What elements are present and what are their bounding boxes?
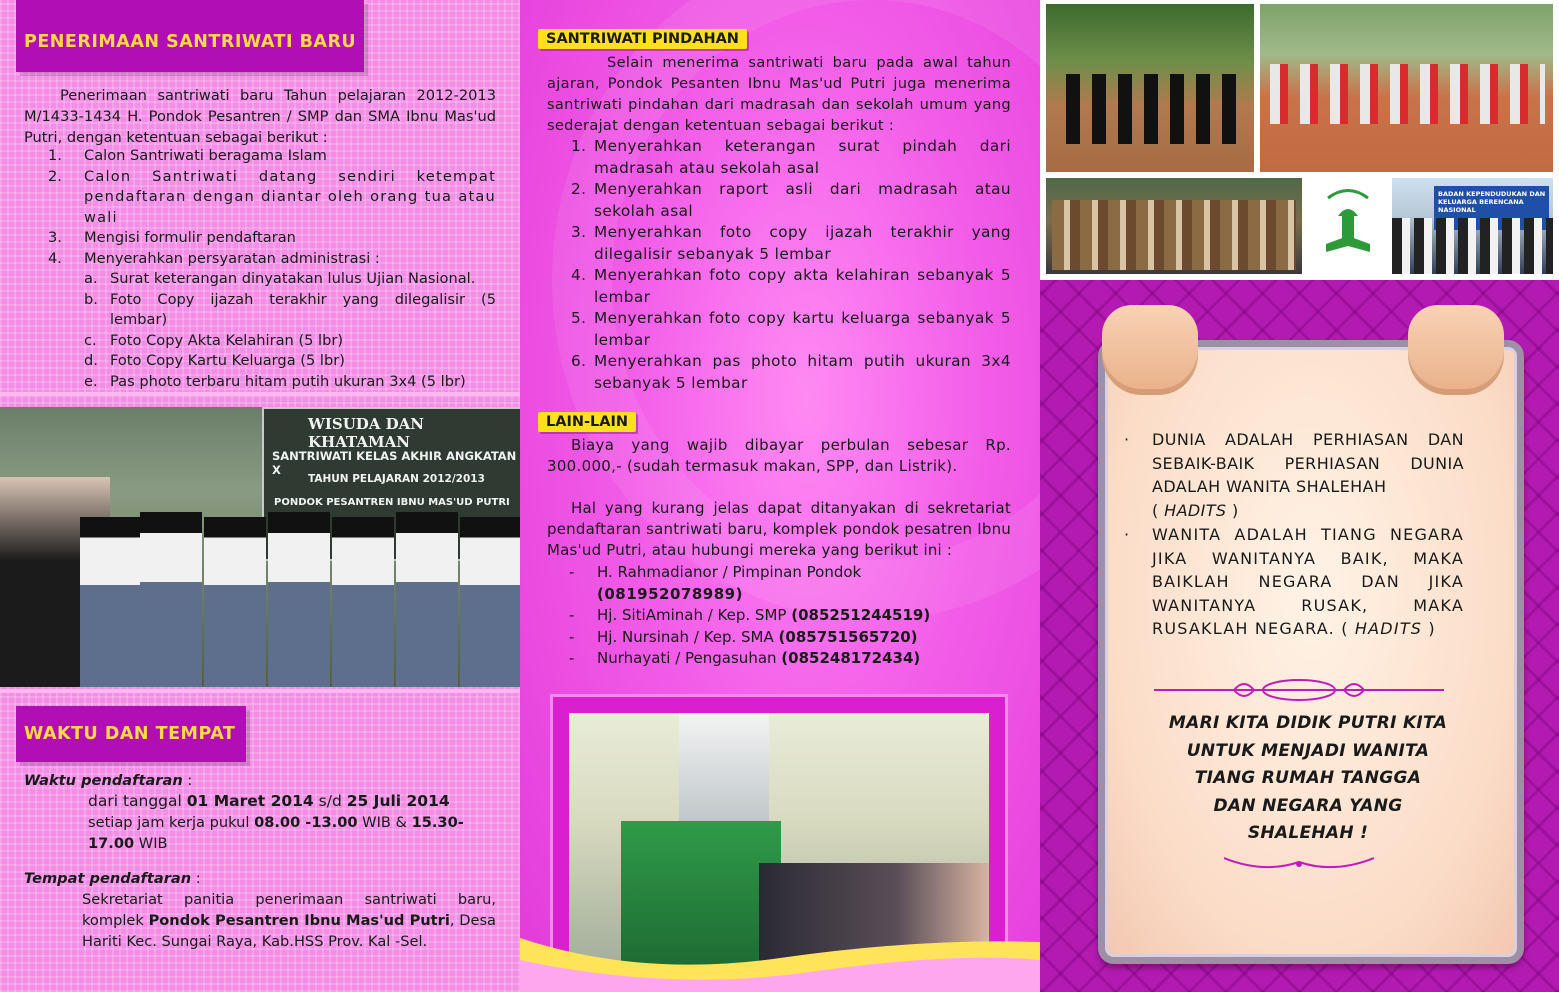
contacts-list <box>547 562 1017 670</box>
silat-photo <box>1046 4 1254 172</box>
middle-panel <box>520 0 1040 992</box>
paren: ( <box>1334 619 1355 638</box>
sub-requirements-list <box>24 269 496 392</box>
item-number: 2. <box>48 167 62 185</box>
item-number: 1. <box>571 137 587 155</box>
start-date: 01 Maret 2014 <box>186 792 314 810</box>
waktu-label: Waktu pendaftaran <box>24 772 183 789</box>
contact-item <box>547 627 1017 649</box>
sub-item-text: Foto Copy Kartu Keluarga (5 lbr) <box>110 352 345 369</box>
sub-item-letter: a. <box>84 270 98 287</box>
hadits-text: DUNIA ADALAH PERHIASAN DAN SEBAIK-BAIK PERHIASAN DUNIA ADALAH WANITA SHALEHAH <box>1152 430 1464 496</box>
pramuka-photo <box>1046 178 1302 274</box>
bullet: · <box>1124 525 1130 544</box>
text: dari tanggal <box>88 792 187 810</box>
hadits-source: HADITS <box>1164 500 1227 520</box>
sign-line: NASIONAL <box>1438 206 1476 214</box>
item-number: 1. <box>48 147 62 164</box>
slogan-line: MARI KITA DIDIK PUTRI KITA <box>1168 713 1448 733</box>
photo-collage <box>1040 0 1559 280</box>
item-text: Menyerahkan raport asli dari madrasah atau sekolah asal <box>594 180 1011 220</box>
lain-heading: LAIN-LAIN <box>538 412 636 432</box>
mosque-logo-icon <box>1308 178 1388 274</box>
school-logo <box>1308 178 1388 274</box>
divider <box>0 689 520 693</box>
hours-afternoon: 15.30-17.00 <box>88 814 464 852</box>
contact-item <box>547 562 1017 605</box>
slogan-line: UNTUK MENJADI WANITA <box>1186 740 1430 761</box>
sign-line: KELUARGA BERENCANA <box>1438 198 1524 206</box>
item-number: 3. <box>48 229 62 246</box>
contact-phone: (085251244519) <box>791 606 931 624</box>
right-hand-decoration <box>1408 305 1504 395</box>
colon: : <box>182 772 193 789</box>
item-text: Calon Santriwati beragama Islam <box>84 147 327 164</box>
contact-item <box>547 605 1017 627</box>
list-item <box>24 249 496 270</box>
text: setiap jam kerja pukul <box>88 814 255 831</box>
item-number: 5. <box>571 309 587 327</box>
sub-item-text: Surat keterangan dinyatakan lulus Ujian Nasional. <box>110 270 476 287</box>
list-item <box>547 351 1011 394</box>
sub-item <box>84 290 496 331</box>
slogan-line: TIANG RUMAH TANGGA <box>1194 768 1422 788</box>
bottom-wave-decoration <box>520 930 1040 992</box>
tempat-text <box>24 889 496 952</box>
bottom-ornament-icon <box>1224 850 1374 876</box>
list-item <box>547 308 1011 351</box>
sub-item-letter: d. <box>84 352 98 369</box>
paren: ( <box>1152 500 1165 520</box>
biaya-text: Biaya yang wajib dibayar perbulan sebesar Rp. 300.000,- (sudah termasuk makan, SPP, dan Listrik). <box>547 436 1011 475</box>
pondok-name: Pondok Pesantren Ibnu Mas'ud Putri <box>148 912 450 929</box>
text: s/d <box>313 792 347 810</box>
contact-name: Nurhayati / Pengasuhan <box>597 649 782 667</box>
pindahan-heading: SANTRIWATI PINDAHAN <box>538 29 747 49</box>
banner-line: PONDOK PESANTREN IBNU MAS'UD PUTRI <box>274 497 510 508</box>
waktu-hours <box>24 812 498 854</box>
drumband-photo <box>1260 4 1553 172</box>
item-text: Menyerahkan foto copy ijazah terakhir yang dilegalisir sebanyak 5 lembar <box>594 223 1011 263</box>
students-group <box>70 517 520 687</box>
slogan-line: SHALEHAH ! <box>1247 823 1369 843</box>
sub-item-text: Foto Copy Akta Kelahiran (5 lbr) <box>110 331 344 349</box>
list-item <box>547 179 1011 222</box>
sub-item-letter: e. <box>84 372 98 390</box>
contact-name: H. Rahmadianor / Pimpinan Pondok <box>597 563 862 581</box>
banner-line: WISUDA DAN KHATAMAN <box>308 415 425 451</box>
wisuda-photo <box>0 407 520 687</box>
sub-item-text: Pas photo terbaru hitam putih ukuran 3x4 (5 lbr) <box>110 372 466 390</box>
paren: ) <box>1422 619 1436 638</box>
banner-line: SANTRIWATI KELAS AKHIR ANGKATAN X <box>272 449 517 477</box>
slogan-line: DAN NEGARA YANG <box>1213 795 1403 816</box>
hadits-1 <box>1124 428 1464 522</box>
sub-item-letter: c. <box>84 331 97 349</box>
text: , Desa Hariti Kec. Sungai Raya, Kab.HSS Prov. Kal -Sel. <box>82 912 497 950</box>
pindahan-list <box>547 136 1011 394</box>
sub-item <box>84 372 496 393</box>
bkkbn-photo <box>1392 178 1553 274</box>
list-item <box>24 146 496 167</box>
sign-line: BADAN KEPENDUDUKAN DAN <box>1438 190 1546 198</box>
hadits-text: WANITA ADALAH TIANG NEGARA JIKA WANITANYA BAIK, MAKA BAIKLAH NEGARA DAN JIKA WANITANYA RUSAK, MAKA RUSAKLAH NEGARA. <box>1152 525 1464 638</box>
banner-line: TAHUN PELAJARAN 2012/2013 <box>308 473 485 485</box>
pindahan-intro: Selain menerima santriwati baru pada awal tahun ajaran, Pondok Pesanten Ibnu Mas'ud Putri juga menerima santriwati pindahan dari madrasah dan sekolah umum yang sederajat dengan ketentuan sebagai berikut : <box>547 54 1011 134</box>
item-number: 4. <box>48 249 62 267</box>
ornament-divider-icon <box>1154 674 1444 706</box>
dash: - <box>569 563 575 581</box>
item-number: 4. <box>571 266 587 284</box>
text: WIB <box>134 835 168 852</box>
item-text: Menyerahkan persyaratan administrasi : <box>84 249 380 267</box>
waktu-label-line <box>24 770 504 791</box>
waktu-heading-box <box>16 706 246 762</box>
sub-item <box>84 351 496 372</box>
dash: - <box>569 627 575 646</box>
text: Sekretariat panitia penerimaan santriwati baru, komplek <box>82 891 496 929</box>
colon: : <box>191 870 201 887</box>
list-item <box>547 136 1011 179</box>
waktu-section <box>24 770 504 952</box>
contact-item <box>547 648 1017 670</box>
penerimaan-heading: PENERIMAAN SANTRIWATI BARU <box>24 32 357 52</box>
left-hand-decoration <box>1102 305 1198 395</box>
left-panel <box>0 0 520 992</box>
contact-phone: (085751565720) <box>778 627 918 646</box>
end-date: 25 Juli 2014 <box>346 792 450 810</box>
penerimaan-intro: Penerimaan santriwati baru Tahun pelajaran 2012-2013 M/1433-1434 H. Pondok Pesantren / SMP dan SMA Ibnu Mas'ud Putri, dengan ketentuan sebagai berikut : <box>24 87 496 146</box>
slogan <box>1138 710 1478 848</box>
item-text: Menyerahkan foto copy akta kelahiran sebanyak 5 lembar <box>594 266 1011 306</box>
hadits-source: HADITS <box>1354 619 1423 638</box>
contact-name: Hj. Nursinah / Kep. SMA <box>597 627 779 646</box>
list-item <box>547 265 1011 308</box>
item-text: Menyerahkan foto copy kartu keluarga sebanyak 5 lembar <box>594 309 1011 349</box>
hal-text: Hal yang kurang jelas dapat ditanyakan di sekretariat pendaftaran santriwati baru, komplek pondok pesatren Ibnu Mas'ud Putri, atau hubungi mereka yang berikut ini : <box>547 499 1011 559</box>
paren: ) <box>1226 500 1239 520</box>
item-text: Menyerahkan pas photo hitam putih ukuran 3x4 sebanyak 5 lembar <box>594 352 1011 392</box>
contact-phone: (085248172434) <box>781 649 921 667</box>
item-text: Menyerahkan keterangan surat pindah dari madrasah atau sekolah asal <box>594 137 1011 177</box>
waktu-heading: WAKTU DAN TEMPAT <box>24 724 236 744</box>
penerimaan-heading-box <box>16 0 364 72</box>
sub-item <box>84 269 496 290</box>
item-number: 2. <box>571 180 587 198</box>
item-text: Mengisi formulir pendaftaran <box>84 229 296 246</box>
sub-item-text: Foto Copy ijazah terakhir yang dilegalisir (5 lembar) <box>110 290 496 328</box>
divider <box>0 392 520 396</box>
speaker-figure <box>679 713 769 823</box>
item-number: 3. <box>571 223 587 241</box>
sub-item-letter: b. <box>84 290 98 308</box>
tempat-label-line <box>24 868 504 889</box>
bullet: · <box>1124 430 1130 449</box>
hadits-2 <box>1124 523 1464 641</box>
item-number: 6. <box>571 352 587 370</box>
sub-item <box>84 331 496 352</box>
contact-phone: (081952078989) <box>597 584 743 603</box>
hours-morning: 08.00 -13.00 <box>254 814 358 831</box>
text: WIB & <box>357 814 412 831</box>
item-text: Calon Santriwati datang sendiri ketempat pendaftaran dengan diantar oleh orang tua atau wali <box>84 167 496 226</box>
contact-name: Hj. SitiAminah / Kep. SMP <box>597 606 792 624</box>
waktu-dates <box>24 791 504 812</box>
requirements-list <box>24 146 496 392</box>
dash: - <box>569 649 575 667</box>
list-item <box>24 167 496 229</box>
tempat-label: Tempat pendaftaran <box>24 870 192 887</box>
dash: - <box>569 606 575 624</box>
list-item <box>547 222 1011 265</box>
list-item <box>24 228 496 249</box>
